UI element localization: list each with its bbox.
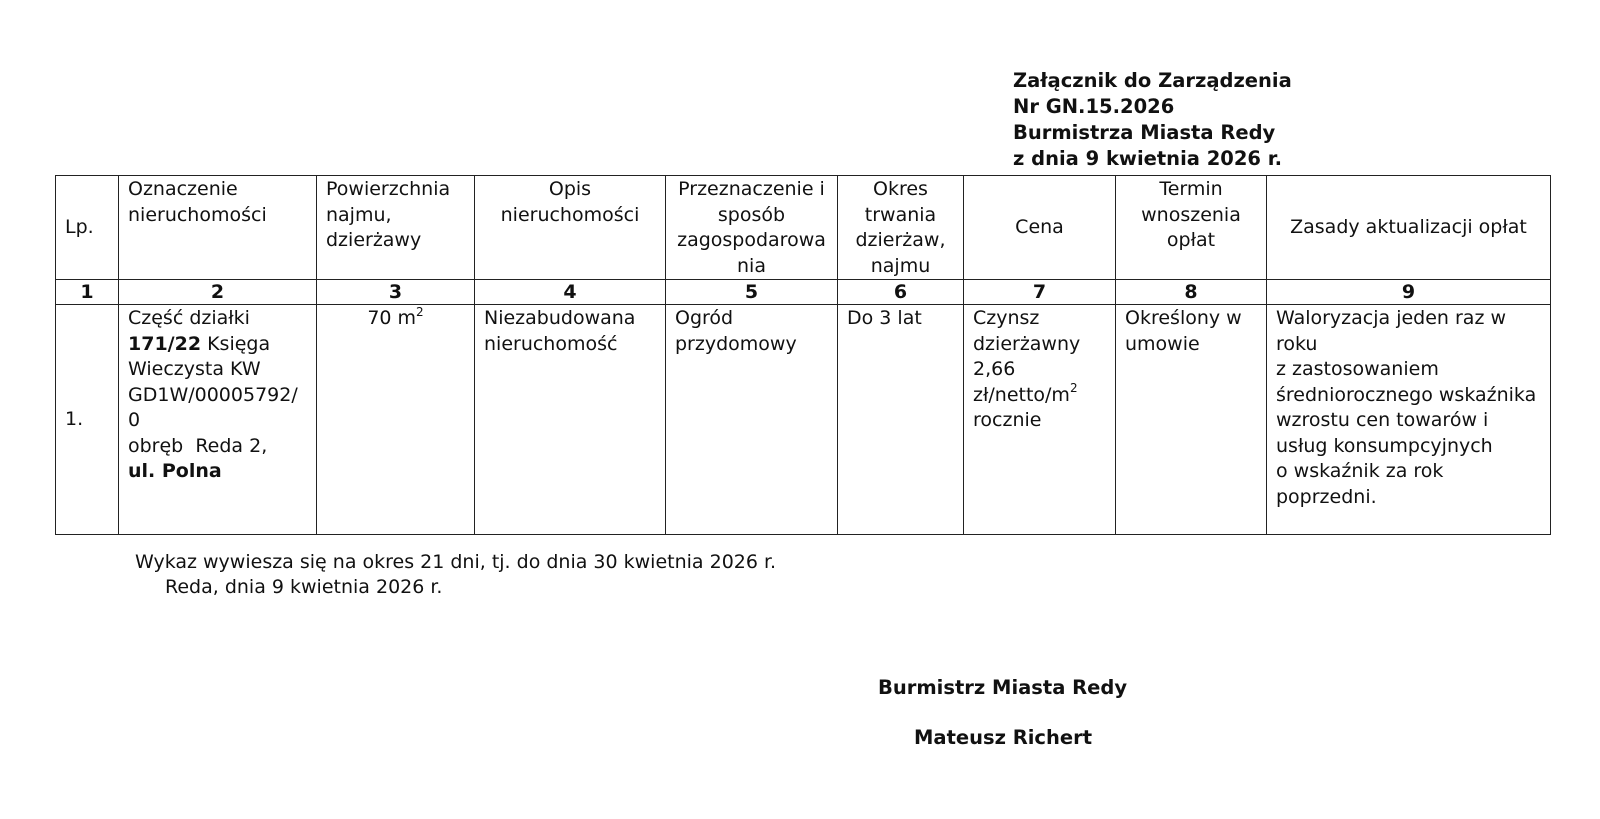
col-number-4: 4 (475, 280, 666, 305)
oznaczenie-text-3: obręb Reda 2, (128, 434, 268, 457)
col-number-3: 3 (317, 280, 475, 305)
header-line-4: z dnia 9 kwietnia 2026 r. (1013, 147, 1283, 170)
zasady-text-2: z zastosowaniem średniorocznego wskaźnika wzrostu cen towarów i usług konsumpcyjnych (1276, 358, 1537, 457)
col-number-7: 7 (964, 280, 1116, 305)
table-row (56, 305, 1551, 535)
signature-title: Burmistrz Miasta Redy (878, 676, 1128, 699)
oznaczenie-text-1: Część działki (128, 307, 250, 329)
header-line-2: Nr GN.15.2026 (1013, 95, 1175, 118)
cell-termin: Określony w umowie (1116, 305, 1267, 535)
col-header-przeznaczenie: Przeznaczenie i sposób zagospodarowania (666, 176, 838, 280)
zasady-text-3: o wskaźnik za rok poprzedni. (1276, 460, 1444, 508)
area-unit-exponent: 2 (416, 304, 424, 319)
col-number-8: 8 (1116, 280, 1267, 305)
col-header-lp: Lp. (56, 176, 119, 280)
cell-opis: Niezabudowana nieruchomość (475, 305, 666, 535)
col-number-1: 1 (56, 280, 119, 305)
cell-cena (964, 305, 1116, 535)
table-header-row (56, 176, 1551, 280)
cell-okres: Do 3 lat (838, 305, 964, 535)
col-header-zasady: Zasady aktualizacji opłat (1267, 176, 1551, 280)
signature-name: Mateusz Richert (914, 726, 1093, 749)
col-number-2: 2 (119, 280, 317, 305)
street-name: ul. Polna (128, 460, 222, 482)
price-period: rocznie (973, 409, 1042, 431)
col-header-powierzchnia: Powierzchnia najmu, dzierżawy (317, 176, 475, 280)
col-header-oznaczenie: Oznaczenie nieruchomości (119, 176, 317, 280)
header-line-1: Załącznik do Zarządzenia (1013, 69, 1292, 92)
zasady-text-1: Waloryzacja jeden raz w roku (1276, 307, 1507, 355)
price-text: Czynsz dzierżawny 2,66 zł/netto/m (973, 307, 1081, 406)
col-header-cena: Cena (964, 176, 1116, 280)
price-unit-exponent: 2 (1069, 381, 1078, 396)
cell-zasady (1267, 305, 1551, 535)
cell-oznaczenie (119, 305, 317, 535)
attachment-header (1013, 68, 1292, 172)
col-number-6: 6 (838, 280, 964, 305)
property-table (55, 175, 1551, 535)
posting-period-note: Wykaz wywiesza się na okres 21 dni, tj. do dnia 30 kwietnia 2026 r. (135, 551, 777, 573)
parcel-number: 171/22 (128, 332, 202, 355)
table-number-row (56, 280, 1551, 305)
place-date-note: Reda, dnia 9 kwietnia 2026 r. (165, 576, 443, 598)
oznaczenie-text-2: Księga Wieczysta KW GD1W/00005792/0 (128, 332, 298, 431)
col-header-termin: Termin wnoszenia opłat (1116, 176, 1267, 280)
header-line-3: Burmistrza Miasta Redy (1013, 121, 1276, 144)
col-header-opis: Opis nieruchomości (475, 176, 666, 280)
area-value: 70 m (367, 307, 417, 329)
col-header-okres: Okres trwania dzierżaw, najmu (838, 176, 964, 280)
cell-przeznaczenie: Ogród przydomowy (666, 305, 838, 535)
col-number-5: 5 (666, 280, 838, 305)
cell-powierzchnia (317, 305, 475, 535)
col-number-9: 9 (1267, 280, 1551, 305)
cell-lp: 1. (56, 305, 119, 535)
